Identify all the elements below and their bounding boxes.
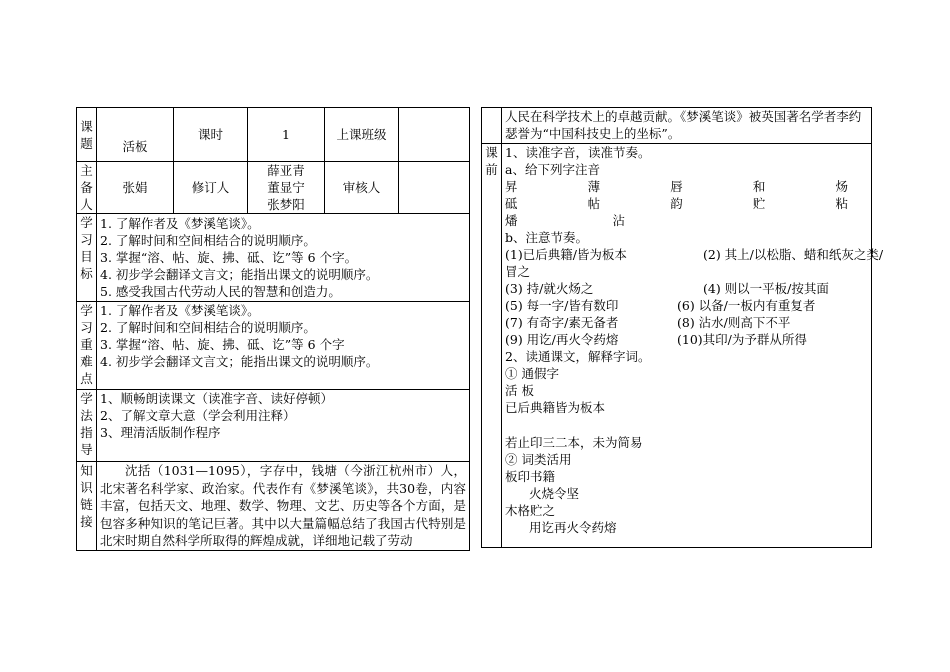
preparer-label: 主 备 人 [77,162,97,214]
char-row: 燔 沾 [505,213,625,228]
method-item: 2、了解文章大意（学会利用注释） [100,408,296,423]
class-label: 上课班级 [325,108,399,162]
goal-item: 3. 掌握“溶、帖、旋、拂、砥、讫”等 6 个字。 [100,250,358,265]
row-preparer [77,162,470,214]
continued-text: 人民在科学技术上的卓越贡献。《梦溪笔谈》被英国著名学者李约瑟誉为“中国科技史上的坐标”。 [502,108,872,144]
reviewer-value [399,162,470,214]
keypoints-list [97,302,470,390]
section-heading: 1、读准字音，读准节奏。 [505,145,651,160]
goals-list [97,214,470,302]
class-value [399,108,470,162]
reviser-names: 薛亚青 董显宁 张梦阳 [248,162,325,214]
method-item: 1、顺畅朗读课文（读准字音、读好停顿） [100,391,333,406]
methods-label: 学 法 指 导 [77,390,97,462]
char-row: 昇 薄 唇 和 炀 [505,179,848,194]
method-item: 3、理清活版制作程序 [100,425,221,440]
goal-item: 5. 感受我国古代劳动人民的智慧和创造力。 [100,284,341,299]
knowledge-text: 沈括（1031—1095），字存中，钱塘（今浙江杭州市）人，北宋著名科学家、政治家。代表作有《梦溪笔谈》，共30卷，内容丰富，包括天文、地理、数学、物理、文艺、历史等各个方面，是包容多种知识的笔记巨著。其中以大量篇幅总结了我国古代特别是北宋时期自然科学所取得的辉煌成就，详细地记载了劳动 [97,462,470,551]
hours-value: 1 [248,108,325,162]
keypoint-item: 3. 掌握“溶、帖、旋、拂、砥、讫”等 6 个字 [100,337,345,352]
row-knowledge [77,462,470,551]
row-continued [482,108,872,144]
goal-item: 2. 了解时间和空间相结合的说明顺序。 [100,233,316,248]
row-goals [77,214,470,302]
keypoints-label: 学 习 重 难 点 [77,302,97,390]
hours-label: 课时 [174,108,248,162]
row-topic [77,108,470,162]
preclass-content: 1、读准字音，读准节奏。 a、给下列字注音 昇 薄 唇 和 炀 砥 帖 韵 贮 粘 燔 沾 b、注意节奏。 (1)已后典籍/皆为板本 (2) 其上/以松脂、蜡和纸灰之类/ 冒之 (3) 持/就火炀之 (4) 则以一平板/按其面 (5) 每一字/皆有数印 (6) 以备/一板内有重复者 (7) 有奇字/素无备者 (8) 沾水/则高下不平 (9) 用讫/再火令药熔 (10)其印/为予群从所得 2、读通课文，解释字词。 ① 通假字 活 板 已后典籍皆为板本 若止印三二本，未为简易 ② 词类活用 板印书籍 火烧令坚 木格贮之 用讫再火令药熔 [502,144,872,548]
knowledge-label: 知 识 链 接 [77,462,97,551]
row-preclass [482,144,872,548]
reviser-label: 修订人 [174,162,248,214]
row-keypoints [77,302,470,390]
reviewer-label: 审核人 [325,162,399,214]
goal-item: 1. 了解作者及《梦溪笔谈》。 [100,216,260,231]
lesson-title: 活板 [97,108,174,162]
keypoint-item: 4. 初步学会翻译文言文；能指出课文的说明顺序。 [100,354,379,369]
section-heading: 2、读通课文，解释字词。 [505,349,651,364]
row-methods [77,390,470,462]
preparer-name: 张娟 [97,162,174,214]
topic-label: 课 题 [77,108,97,162]
keypoint-item: 1. 了解作者及《梦溪笔谈》。 [100,303,260,318]
preclass-label: 课 前 [482,144,502,548]
subheading: b、注意节奏。 [505,230,589,245]
lesson-plan-right-table [481,107,884,548]
methods-list [97,390,470,462]
lesson-plan-left-table [76,107,470,551]
goal-item: 4. 初步学会翻译文言文；能指出课文的说明顺序。 [100,267,379,282]
goals-label: 学 习 目 标 [77,214,97,302]
keypoint-item: 2. 了解时间和空间相结合的说明顺序。 [100,320,316,335]
subheading: a、给下列字注音 [505,162,600,177]
char-row: 砥 帖 韵 贮 粘 [505,196,848,211]
